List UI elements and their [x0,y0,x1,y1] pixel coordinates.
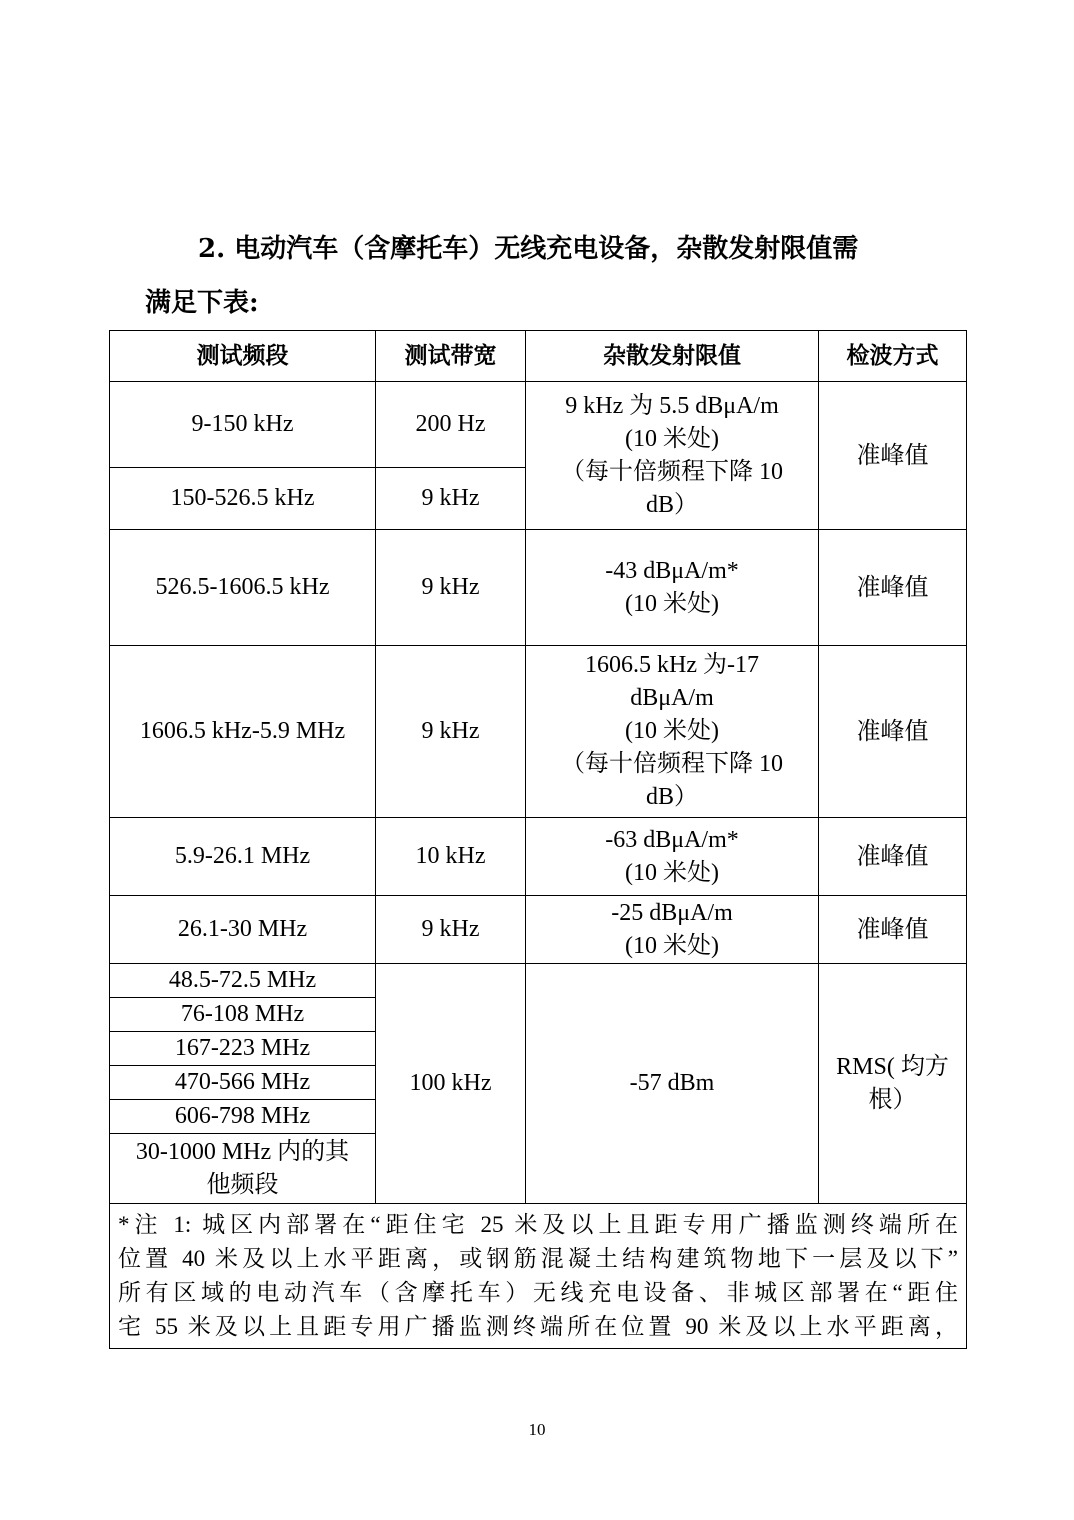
footnote-line: *注 1: 城区内部署在“距住宅 25 米及以上且距专用广播监测终端所在 [118,1212,958,1237]
footnote-line: 宅 55 米及以上且距专用广播监测终端所在位置 90 米及以上水平距离， [118,1314,958,1339]
band-cell: 48.5-72.5 MHz [110,964,376,998]
limit-cell [526,818,819,896]
limit-line: 9 kHz 为 5.5 dBμA/m [565,392,779,419]
bandwidth-cell: 9 kHz [376,530,526,646]
limit-line: -63 dBμA/m* [605,826,739,853]
limit-cell [526,530,819,646]
band-line: 他频段 [206,1171,279,1198]
limit-line: 1606.5 kHz 为-17 [585,652,759,678]
note-row [110,1204,967,1349]
band-cell: 606-798 MHz [110,1100,376,1134]
table-row [110,818,967,896]
bandwidth-cell: 9 kHz [376,468,526,530]
band-cell: 470-566 MHz [110,1066,376,1100]
bandwidth-cell: 10 kHz [376,818,526,896]
limit-line: （每十倍频程下降 10 [561,751,783,777]
detector-line: RMS( 均方 [836,1053,949,1080]
band-cell: 5.9-26.1 MHz [110,818,376,896]
limit-line: （每十倍频程下降 10 [561,458,783,485]
band-cell: 26.1-30 MHz [110,896,376,964]
limit-line: dBμA/m [630,685,714,711]
table-row [110,964,967,998]
footnote-cell [110,1204,967,1349]
limit-cell [526,896,819,964]
band-cell: 76-108 MHz [110,998,376,1032]
limit-line: dB） [645,491,698,518]
section-heading-line-1: 2. 电动汽车（含摩托车）无线充电设备，杂散发射限值需 [198,234,859,264]
table-row [110,646,967,818]
bandwidth-cell: 200 Hz [376,382,526,468]
limit-line: (10 米处) [625,718,719,744]
limit-line: (10 米处) [625,425,719,452]
band-cell: 9-150 kHz [110,382,376,468]
detector-cell: 准峰值 [819,818,967,896]
limit-line: (10 米处) [625,932,719,959]
limit-line: dB） [645,784,698,810]
limit-cell [526,382,819,530]
limit-cell [526,646,819,818]
band-cell [110,1134,376,1204]
bandwidth-cell: 100 kHz [376,964,526,1204]
bandwidth-cell: 9 kHz [376,896,526,964]
bandwidth-cell: 9 kHz [376,646,526,818]
detector-line: 根） [868,1086,917,1113]
band-line: 30-1000 MHz 内的其 [135,1138,350,1165]
band-cell: 526.5-1606.5 kHz [110,530,376,646]
band-cell: 150-526.5 kHz [110,468,376,530]
header-detector-type: 检波方式 [819,331,967,382]
band-cell: 1606.5 kHz-5.9 MHz [110,646,376,818]
detector-cell: 准峰值 [819,382,967,530]
limit-line: (10 米处) [625,859,719,886]
table-row [110,382,967,468]
header-emission-limit: 杂散发射限值 [526,331,819,382]
detector-cell: 准峰值 [819,646,967,818]
header-test-bandwidth: 测试带宽 [376,331,526,382]
header-test-band: 测试频段 [110,331,376,382]
table-row [110,530,967,646]
detector-cell: 准峰值 [819,896,967,964]
detector-cell: 准峰值 [819,530,967,646]
limit-line: -25 dBμA/m [611,899,733,926]
footnote-line: 所有区域的电动汽车（含摩托车）无线充电设备、非城区部署在“距住 [118,1280,958,1305]
table-header-row [110,331,967,382]
limit-line: (10 米处) [625,590,719,617]
limit-line: -43 dBμA/m* [605,557,739,584]
spurious-emission-limits-table [109,330,967,1349]
detector-cell [819,964,967,1204]
table-row [110,896,967,964]
band-cell: 167-223 MHz [110,1032,376,1066]
section-heading-line-2: 满足下表: [145,288,259,318]
limit-cell: -57 dBm [526,964,819,1204]
footnote-line: 位置 40 米及以上水平距离，或钢筋混凝土结构建筑物地下一层及以下” [118,1246,958,1271]
page-number: 10 [528,1420,546,1439]
